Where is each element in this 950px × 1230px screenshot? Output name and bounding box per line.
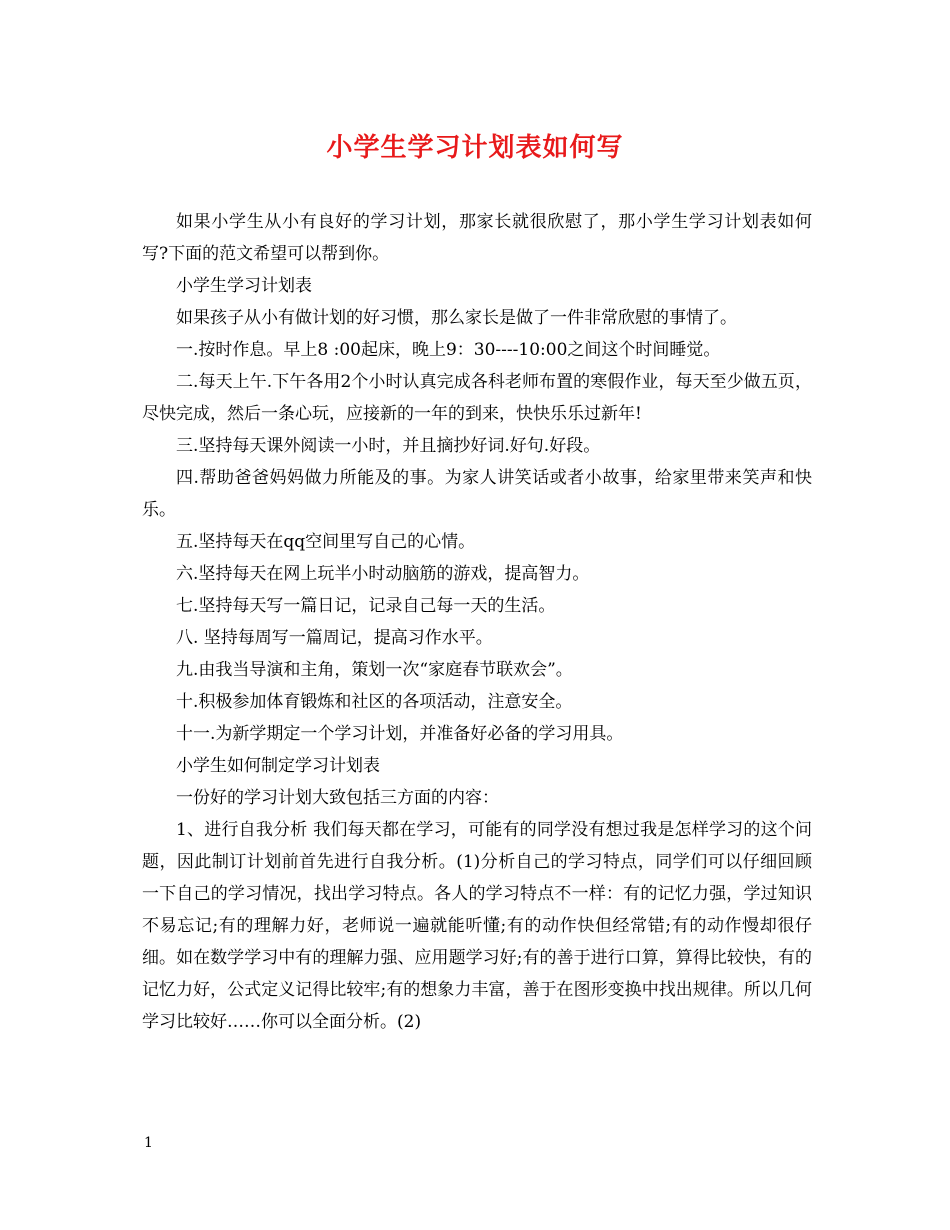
paragraph: 五.坚持每天在qq空间里写自己的心情。 [176, 532, 476, 552]
paragraph: 十.积极参加体育锻炼和社区的各项活动，注意安全。 [176, 692, 573, 712]
paragraph: 六.坚持每天在网上玩半小时动脑筋的游戏，提高智力。 [176, 564, 590, 584]
document-body [142, 206, 812, 1038]
paragraph: 如果小学生从小有良好的学习计划，那家长就很欣慰了，那小学生学习计划表如何写?下面的范文希望可以帮到你。 [142, 212, 812, 264]
paragraph: 三.坚持每天课外阅读一小时，并且摘抄好词.好句.好段。 [176, 436, 601, 456]
document-title: 小学生学习计划表如何写 [326, 133, 624, 163]
paragraph: 一.按时作息。早上8 :00起床，晚上9：30----10:00之间这个时间睡觉。 [176, 340, 721, 360]
paragraph: 一份好的学习计划大致包括三方面的内容： [176, 788, 499, 808]
paragraph: 四.帮助爸爸妈妈做力所能及的事。为家人讲笑话或者小故事，给家里带来笑声和快乐。 [142, 468, 812, 520]
paragraph: 1、进行自我分析 我们每天都在学习，可能有的同学没有想过我是怎样学习的这个问题，因此制订计划前首先进行自我分析。(1)分析自己的学习特点，同学们可以仔细回顾一下自己的学习情况，找出学习特点。各人的学习特点不一样：有的记忆力强，学过知识不易忘记;有的理解力好，老师说一遍就能听懂;有的动作快但经常错;有的动作慢却很仔细。如在数学学习中有的理解力强、应用题学习好;有的善于进行口算，算得比较快，有的记忆力好，公式定义记得比较牢;有的想象力丰富，善于在图形变换中找出规律。所以几何学习比较好……你可以全面分析。(2) [142, 820, 812, 1032]
paragraph: 小学生如何制定学习计划表 [176, 756, 380, 776]
paragraph: 十一.为新学期定一个学习计划，并准备好必备的学习用具。 [176, 724, 624, 744]
paragraph: 如果孩子从小有做计划的好习惯，那么家长是做了一件非常欣慰的事情了。 [176, 308, 737, 328]
paragraph: 八. 坚持每周写一篇周记，提高习作水平。 [176, 628, 493, 648]
paragraph: 小学生学习计划表 [176, 276, 312, 296]
paragraph: 七.坚持每天写一篇日记，记录自己每一天的生活。 [176, 596, 556, 616]
page-number: 1 [144, 1135, 153, 1151]
paragraph: 九.由我当导演和主角，策划一次“家庭春节联欢会”。 [176, 660, 573, 680]
paragraph: 二.每天上午.下午各用2个小时认真完成各科老师布置的寒假作业，每天至少做五页，尽快完成，然后一条心玩，应接新的一年的到来，快快乐乐过新年! [142, 372, 812, 424]
